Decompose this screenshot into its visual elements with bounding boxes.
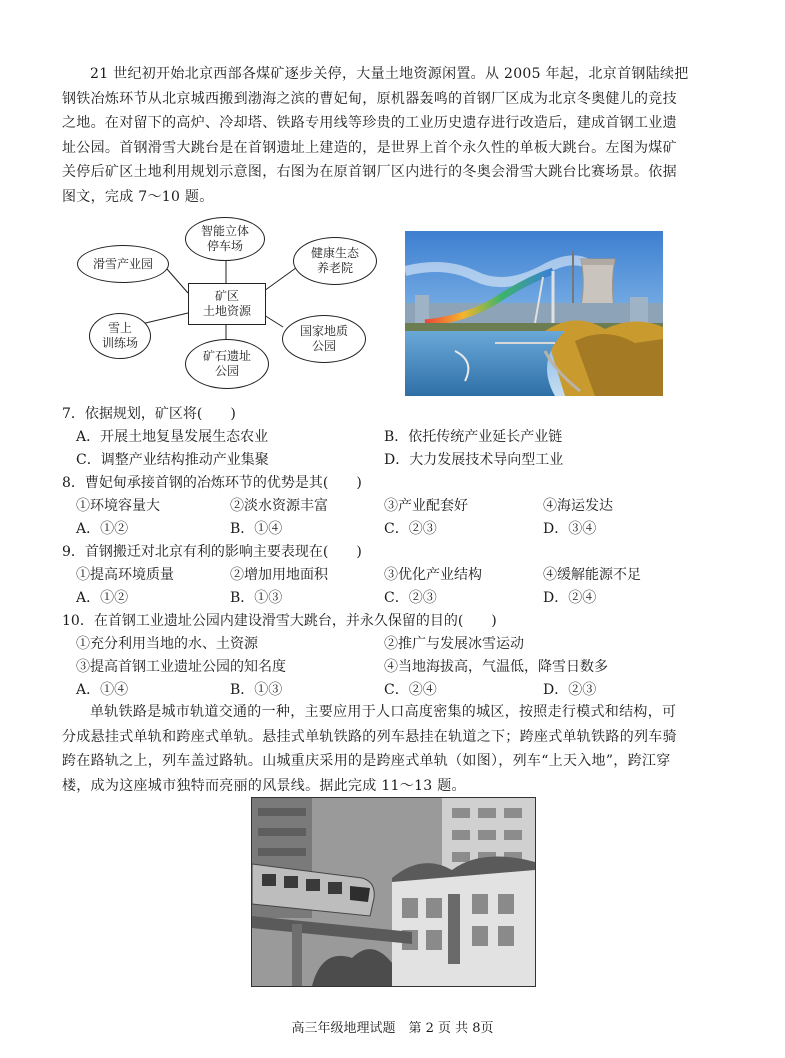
node-geo-park (282, 315, 366, 363)
node-label: 智能立体 (200, 224, 249, 238)
text-line: 跨在路轨之上，列车盖过路轨。山城重庆采用的是跨座式单轨（如图），列车“上天入地”，跨江穿 (62, 753, 671, 769)
q10-option-c: C．②④ (384, 682, 437, 698)
q10-option-b: B．①③ (230, 682, 283, 698)
intro-paragraph-2 (62, 700, 726, 798)
node-label: 停车场 (206, 239, 243, 253)
q7-option-d: D．大力发展技术导向型工业 (384, 452, 564, 468)
q8-option-d: D．③④ (543, 521, 597, 537)
node-label: 公园 (214, 364, 239, 378)
q8-option-c: C．②③ (384, 521, 437, 537)
center-mine-land (188, 283, 266, 325)
q9-item-1: ①提高环境质量 (76, 567, 174, 583)
node-label: 养老院 (316, 261, 353, 275)
text-line: 之地。在对留下的高炉、冷却塔、铁路专用线等珍贵的工业历史遗存进行改造后，建成首钢工业遗 (62, 115, 677, 131)
node-label: 国家地质 (299, 324, 348, 338)
question-8-stem: 8．曹妃甸承接首钢的冶炼环节的优势是其( ) (62, 475, 362, 491)
q9-item-3: ③优化产业结构 (384, 567, 482, 583)
q8-option-a: A．①② (76, 521, 129, 537)
node-mine-relic-park (185, 339, 269, 389)
q10-item-3: ③提高首钢工业遗址公园的知名度 (76, 659, 286, 675)
node-eco-nursing-home (293, 237, 377, 285)
text-line: 图文，完成 7～10 题。 (62, 188, 214, 205)
question-9-stem: 9．首钢搬迁对北京有利的影响主要表现在( ) (62, 544, 362, 560)
text-line: 单轨铁路是城市轨道交通的一种，主要应用于人口高度密集的城区，按照走行模式和结构，可 (90, 704, 677, 720)
text-line: 分成悬挂式单轨和跨座式单轨。悬挂式单轨铁路的列车悬挂在轨道之下；跨座式单轨铁路的列车骑 (62, 728, 677, 745)
q9-option-c: C．②③ (384, 590, 437, 606)
q9-item-2: ②增加用地面积 (230, 567, 328, 583)
node-label: 雪上 (107, 321, 132, 335)
text-line: 21 世纪初开始北京西部各煤矿逐步关停，大量土地资源闲置。从 2005 年起，北京首钢陆续把 (90, 66, 689, 82)
q10-item-2: ②推广与发展冰雪运动 (384, 636, 524, 652)
question-10-stem: 10．在首钢工业遗址公园内建设滑雪大跳台，并永久保留的目的( ) (62, 613, 497, 629)
text-line: 钢铁冶炼环节从北京城西搬到渤海之滨的曹妃甸，原机器轰鸣的首钢厂区成为北京冬奥健儿的竞技 (62, 90, 677, 107)
q8-item-4: ④海运发达 (543, 498, 613, 514)
q8-item-3: ③产业配套好 (384, 498, 468, 514)
node-label: 健康生态 (310, 246, 359, 260)
node-label: 训练场 (101, 336, 138, 350)
intro-paragraph-1 (62, 62, 726, 209)
land-use-diagram (75, 215, 385, 395)
q8-item-1: ①环境容量大 (76, 498, 160, 514)
q10-item-1: ①充分利用当地的水、土资源 (76, 636, 258, 652)
q7-option-a: A．开展土地复垦发展生态农业 (76, 429, 269, 445)
q7-option-c: C．调整产业结构推动产业集聚 (76, 452, 269, 468)
q10-option-d: D．②③ (543, 682, 597, 698)
node-smart-parking (185, 217, 265, 261)
center-label: 土地资源 (202, 304, 251, 318)
q8-option-b: B．①④ (230, 521, 283, 537)
question-7-stem: 7．依据规划，矿区将( ) (62, 406, 236, 422)
q8-item-2: ②淡水资源丰富 (230, 498, 328, 514)
text-line: 址公园。首钢滑雪大跳台是在首钢遗址上建造的，是世界上首个永久性的单板大跳台。左图为煤矿 (62, 139, 677, 156)
page-footer: 高三年级地理试题 第 2 页 共 8页 (291, 1021, 494, 1036)
node-ski-industry-park (77, 245, 169, 283)
node-label: 滑雪产业园 (92, 256, 153, 271)
q9-option-d: D．②④ (543, 590, 597, 606)
text-line: 关停后矿区土地利用规划示意图，右图为在原首钢厂区内进行的冬奥会滑雪大跳台比赛场景。依据 (62, 164, 677, 180)
q9-item-4: ④缓解能源不足 (543, 567, 641, 583)
q10-item-4: ④当地海拔高，气温低，降雪日数多 (384, 659, 608, 675)
q9-option-b: B．①③ (230, 590, 283, 606)
center-label: 矿区 (214, 289, 239, 303)
q10-option-a: A．①④ (76, 682, 129, 698)
text-line: 楼，成为这座城市独特而亮丽的风景线。据此完成 11～13 题。 (62, 777, 466, 794)
node-label: 矿石遗址 (202, 349, 251, 363)
q7-option-b: B．依托传统产业延长产业链 (384, 429, 563, 445)
node-label: 公园 (311, 339, 336, 353)
node-snow-training (89, 313, 151, 359)
ski-jump-photo (405, 231, 663, 396)
q9-option-a: A．①② (76, 590, 129, 606)
monorail-photo (251, 797, 536, 987)
